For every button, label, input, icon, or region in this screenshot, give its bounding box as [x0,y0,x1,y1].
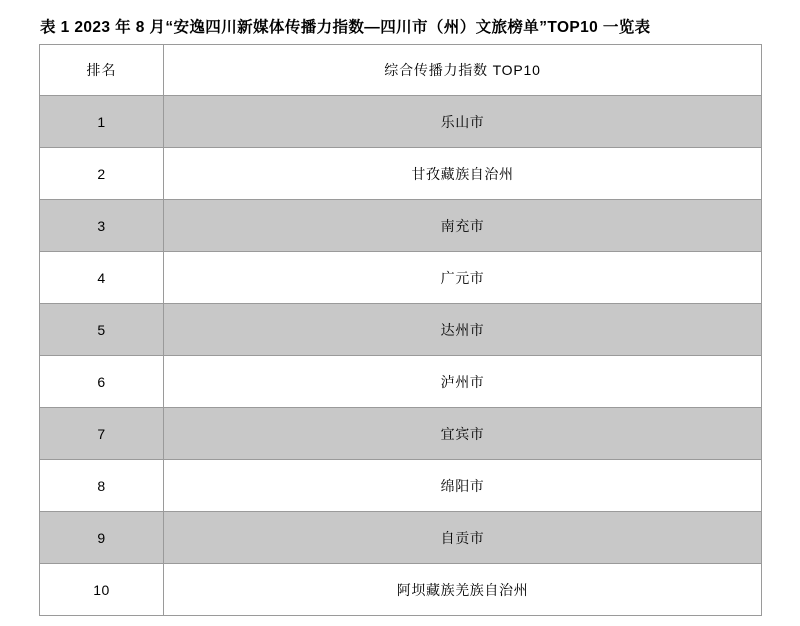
table-row [40,252,762,304]
cell-name: 达州市 [164,304,762,356]
cell-name: 自贡市 [164,512,762,564]
table-row [40,96,762,148]
cell-name: 绵阳市 [164,460,762,512]
cell-rank: 8 [40,460,164,512]
cell-rank: 2 [40,148,164,200]
table-row [40,512,762,564]
ranking-table [39,44,762,616]
cell-rank: 9 [40,512,164,564]
table-row [40,304,762,356]
cell-rank: 5 [40,304,164,356]
cell-name: 阿坝藏族羌族自治州 [164,564,762,616]
cell-name: 宜宾市 [164,408,762,460]
cell-rank: 1 [40,96,164,148]
cell-rank: 7 [40,408,164,460]
table-row [40,200,762,252]
cell-name: 广元市 [164,252,762,304]
cell-rank: 3 [40,200,164,252]
table-container [39,44,761,616]
table-header-row [40,45,762,96]
cell-rank: 6 [40,356,164,408]
cell-name: 南充市 [164,200,762,252]
cell-name: 甘孜藏族自治州 [164,148,762,200]
table-row [40,148,762,200]
table-row [40,564,762,616]
cell-name: 乐山市 [164,96,762,148]
table-row [40,356,762,408]
column-header-name: 综合传播力指数 TOP10 [164,45,762,96]
cell-name: 泸州市 [164,356,762,408]
table-body [40,45,762,616]
cell-rank: 4 [40,252,164,304]
table-caption: 表 1 2023 年 8 月“安逸四川新媒体传播力指数—四川市（州）文旅榜单”TOP10 一览表 [40,19,651,36]
table-row [40,408,762,460]
cell-rank: 10 [40,564,164,616]
column-header-rank: 排名 [40,45,164,96]
table-row [40,460,762,512]
